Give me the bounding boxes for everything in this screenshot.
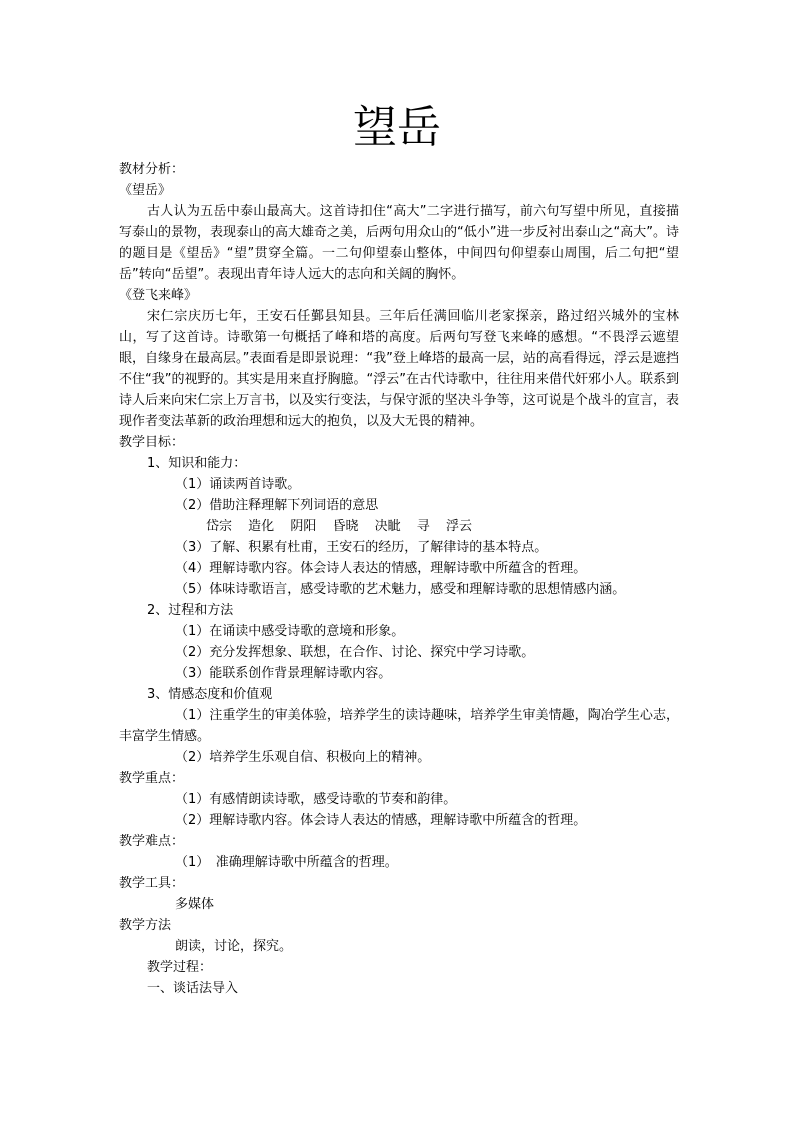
goal-item: （2）借助注释理解下列词语的意思 [175, 498, 379, 513]
poem2-analysis: 宋仁宗庆历七年，王安石任鄞县知县。三年后任满回临川老家探亲，路过绍兴城外的宝林山，写了这首诗。诗歌第一句概括了峰和塔的高度。后两句写登飞来峰的感想。“不畏浮云遮望眼，自缘身在最高层。”表面看是即景说理：“我”登上峰塔的最高一层，站的高看得远，浮云是遮挡不住“我”的视野的。其实是用来直抒胸臆。“浮云”在古代诗歌中，往往用来借代奸邪小人。联系到诗人后来向宋仁宗上万言书，以及实行变法，与保守派的坚决斗争等，这可说是个战斗的宣言，表现作者变法革新的政治理想和远大的抱负，以及大无畏的精神。 [119, 309, 679, 429]
goal-item: （1）诵读两首诗歌。 [175, 477, 301, 492]
goals-section-2: 2、过程和方法 [147, 603, 234, 618]
goals-section-1: 1、知识和能力： [147, 456, 247, 471]
vocab-word: 昏晓 [332, 519, 359, 534]
key-points-heading: 教学重点： [119, 771, 185, 786]
page-title: 望岳 [353, 102, 441, 153]
methods-item: 朗读，讨论，探究。 [175, 939, 293, 954]
document-body [119, 159, 679, 999]
tools-item: 多媒体 [175, 897, 215, 912]
goal-item: （2）培养学生乐观自信、积极向上的精神。 [175, 750, 431, 765]
methods-heading: 教学方法 [119, 918, 172, 933]
goal-item: （1）在诵读中感受诗歌的意境和形象。 [175, 624, 405, 639]
vocab-word: 阴阳 [290, 519, 317, 534]
key-point-item: （1）有感情朗读诗歌，感受诗歌的节奏和韵律。 [175, 792, 457, 807]
goal-item: （4）理解诗歌内容。体会诗人表达的情感，理解诗歌中所蕴含的哲理。 [175, 561, 587, 576]
goal-item: （3）了解、积累有杜甫，王安石的经历，了解律诗的基本特点。 [175, 540, 548, 555]
analysis-heading: 教材分析： [119, 162, 185, 177]
key-point-item: （2）理解诗歌内容。体会诗人表达的情感，理解诗歌中所蕴含的哲理。 [175, 813, 587, 828]
difficulty-item: （1） 准确理解诗歌中所蕴含的哲理。 [175, 855, 398, 870]
vocab-list [119, 516, 679, 537]
vocab-word: 岱宗 [206, 519, 233, 534]
poem2-name: 《登飞来峰》 [119, 288, 198, 303]
poem1-analysis: 古人认为五岳中泰山最高大。这首诗扣住“高大”二字进行描写，前六句写望中所见，直接描写泰山的景物，表现泰山的高大雄奇之美，后两句用众山的“低小”进一步反衬出泰山之“高大”。诗的题目是《望岳》“望”贯穿全篇。一二句仰望泰山整体，中间四句仰望泰山周围，后二句把“望岳”转向“岳望”。表现出青年诗人远大的志向和关阔的胸怀。 [119, 204, 679, 282]
vocab-word: 寻 [416, 519, 430, 534]
tools-heading: 教学工具： [119, 876, 185, 891]
goal-item: （5）体味诗歌语言，感受诗歌的艺术魅力，感受和理解诗歌的思想情感内涵。 [175, 582, 626, 597]
goal-item: （2）充分发挥想象、联想，在合作、讨论、探究中学习诗歌。 [175, 645, 535, 660]
poem1-name: 《望岳》 [119, 183, 172, 198]
goals-section-3: 3、情感态度和价值观 [147, 687, 273, 702]
goal-item: （3）能联系创作背景理解诗歌内容。 [175, 666, 392, 681]
goals-heading: 教学目标： [119, 435, 185, 450]
vocab-word: 造化 [248, 519, 275, 534]
goal-item: （1）注重学生的审美体验，培养学生的读诗趣味，培养学生审美情趣，陶冶学生心志，丰富学生情感。 [119, 708, 679, 744]
process-item: 一、谈话法导入 [147, 981, 239, 996]
vocab-word: 决眦 [374, 519, 401, 534]
process-heading: 教学过程： [147, 960, 213, 975]
vocab-word: 浮云 [445, 519, 472, 534]
difficulties-heading: 教学难点： [119, 834, 185, 849]
